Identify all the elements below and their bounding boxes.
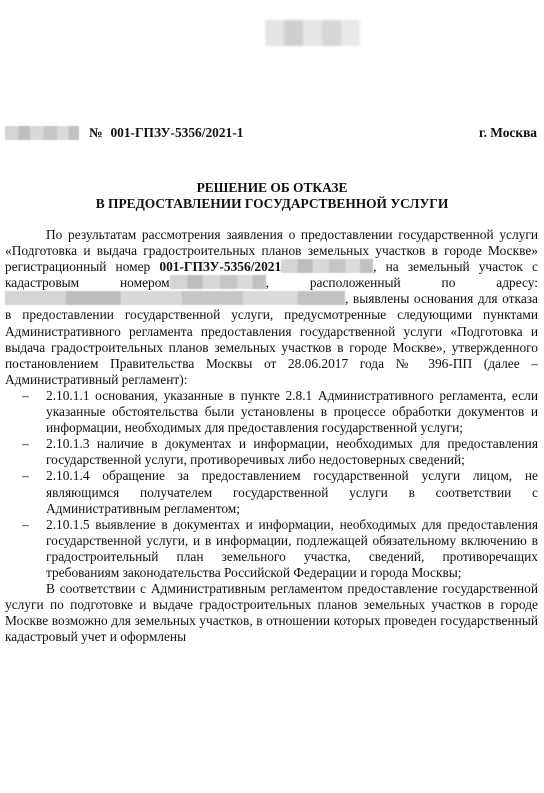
intro-text-b: , на земельный участок с кадастровым номером xyxy=(5,259,538,291)
intro-text-a: По результатам рассмотрения заявления о предоставлении государственной услуги «Подготовка и выдача градостроительных планов земельных участков в городе Москве» регистрационный номер xyxy=(5,227,538,275)
intro-text-c: , расположенный по адресу: xyxy=(265,275,538,291)
list-item xyxy=(5,436,538,468)
redacted-address xyxy=(5,291,345,305)
dash: – xyxy=(22,468,29,484)
redacted-header-block xyxy=(265,20,360,46)
title-line-2: В ПРЕДОСТАВЛЕНИИ ГОСУДАРСТВЕННОЙ УСЛУГИ xyxy=(95,196,449,211)
dash: – xyxy=(22,516,29,532)
document-body xyxy=(5,227,538,645)
registration-number: 001-ГПЗУ-5356/2021 xyxy=(159,259,282,275)
intro-text-d: , выявлены основания для отказа в предоставлении государственной услуги, предусмотренные следующими пунктами Административного регламента предоставления государственной услуги «Подготовка и выдача градостроительных планов земельных участков в городе Москве», утвержденного постановлением Правительства Москвы от 28.06.2017 года № 396-ПП (далее – Административный регламент): xyxy=(5,291,538,387)
dash: – xyxy=(22,436,29,452)
intro-paragraph xyxy=(5,227,538,388)
document-number: 001-ГПЗУ-5356/2021-1 xyxy=(110,125,244,140)
city: г. Москва xyxy=(478,125,537,140)
document-title xyxy=(0,180,544,212)
number-sign: № xyxy=(89,125,103,140)
document-header xyxy=(5,124,537,142)
closing-paragraph: В соответствии с Административным регламентом предоставление государственной услуги по подготовке и выдаче градостроительных планов земельных участков в городе Москве возможно для земельных участков, в отношении которых проведен государственный кадастровый учет и оформлены xyxy=(5,581,538,645)
list-item xyxy=(5,517,538,581)
item-text: 2.10.1.4 обращение за предоставлением государственной услуги лицом, не являющимся получателем государственной услуги в соответствии с Административным регламентом; xyxy=(46,468,538,516)
title-line-1: РЕШЕНИЕ ОБ ОТКАЗЕ xyxy=(196,180,348,195)
redacted-date xyxy=(5,126,79,140)
item-text: 2.10.1.3 наличие в документах и информации, необходимых для предоставления государственной услуги, противоречивых либо недостоверных сведений; xyxy=(46,436,538,468)
redacted-cadastral-number xyxy=(170,275,266,289)
dash: – xyxy=(22,387,29,403)
item-text: 2.10.1.5 выявление в документах и информации, необходимых для предоставления государственной услуги, и в информации, подлежащей обязательному включению в градостроительный план земельного участка, сведений, противоречащих требованиям законодательства Российской Федерации и города Москвы; xyxy=(46,516,538,580)
list-item xyxy=(5,388,538,436)
redacted-reg-suffix xyxy=(281,259,373,273)
list-item xyxy=(5,468,538,516)
item-text: 2.10.1.1 основания, указанные в пункте 2.8.1 Административного регламента, если указанные обстоятельства были установлены в процессе обработки документов и информации, необходимых для предоставления государственной услуги; xyxy=(46,387,538,436)
